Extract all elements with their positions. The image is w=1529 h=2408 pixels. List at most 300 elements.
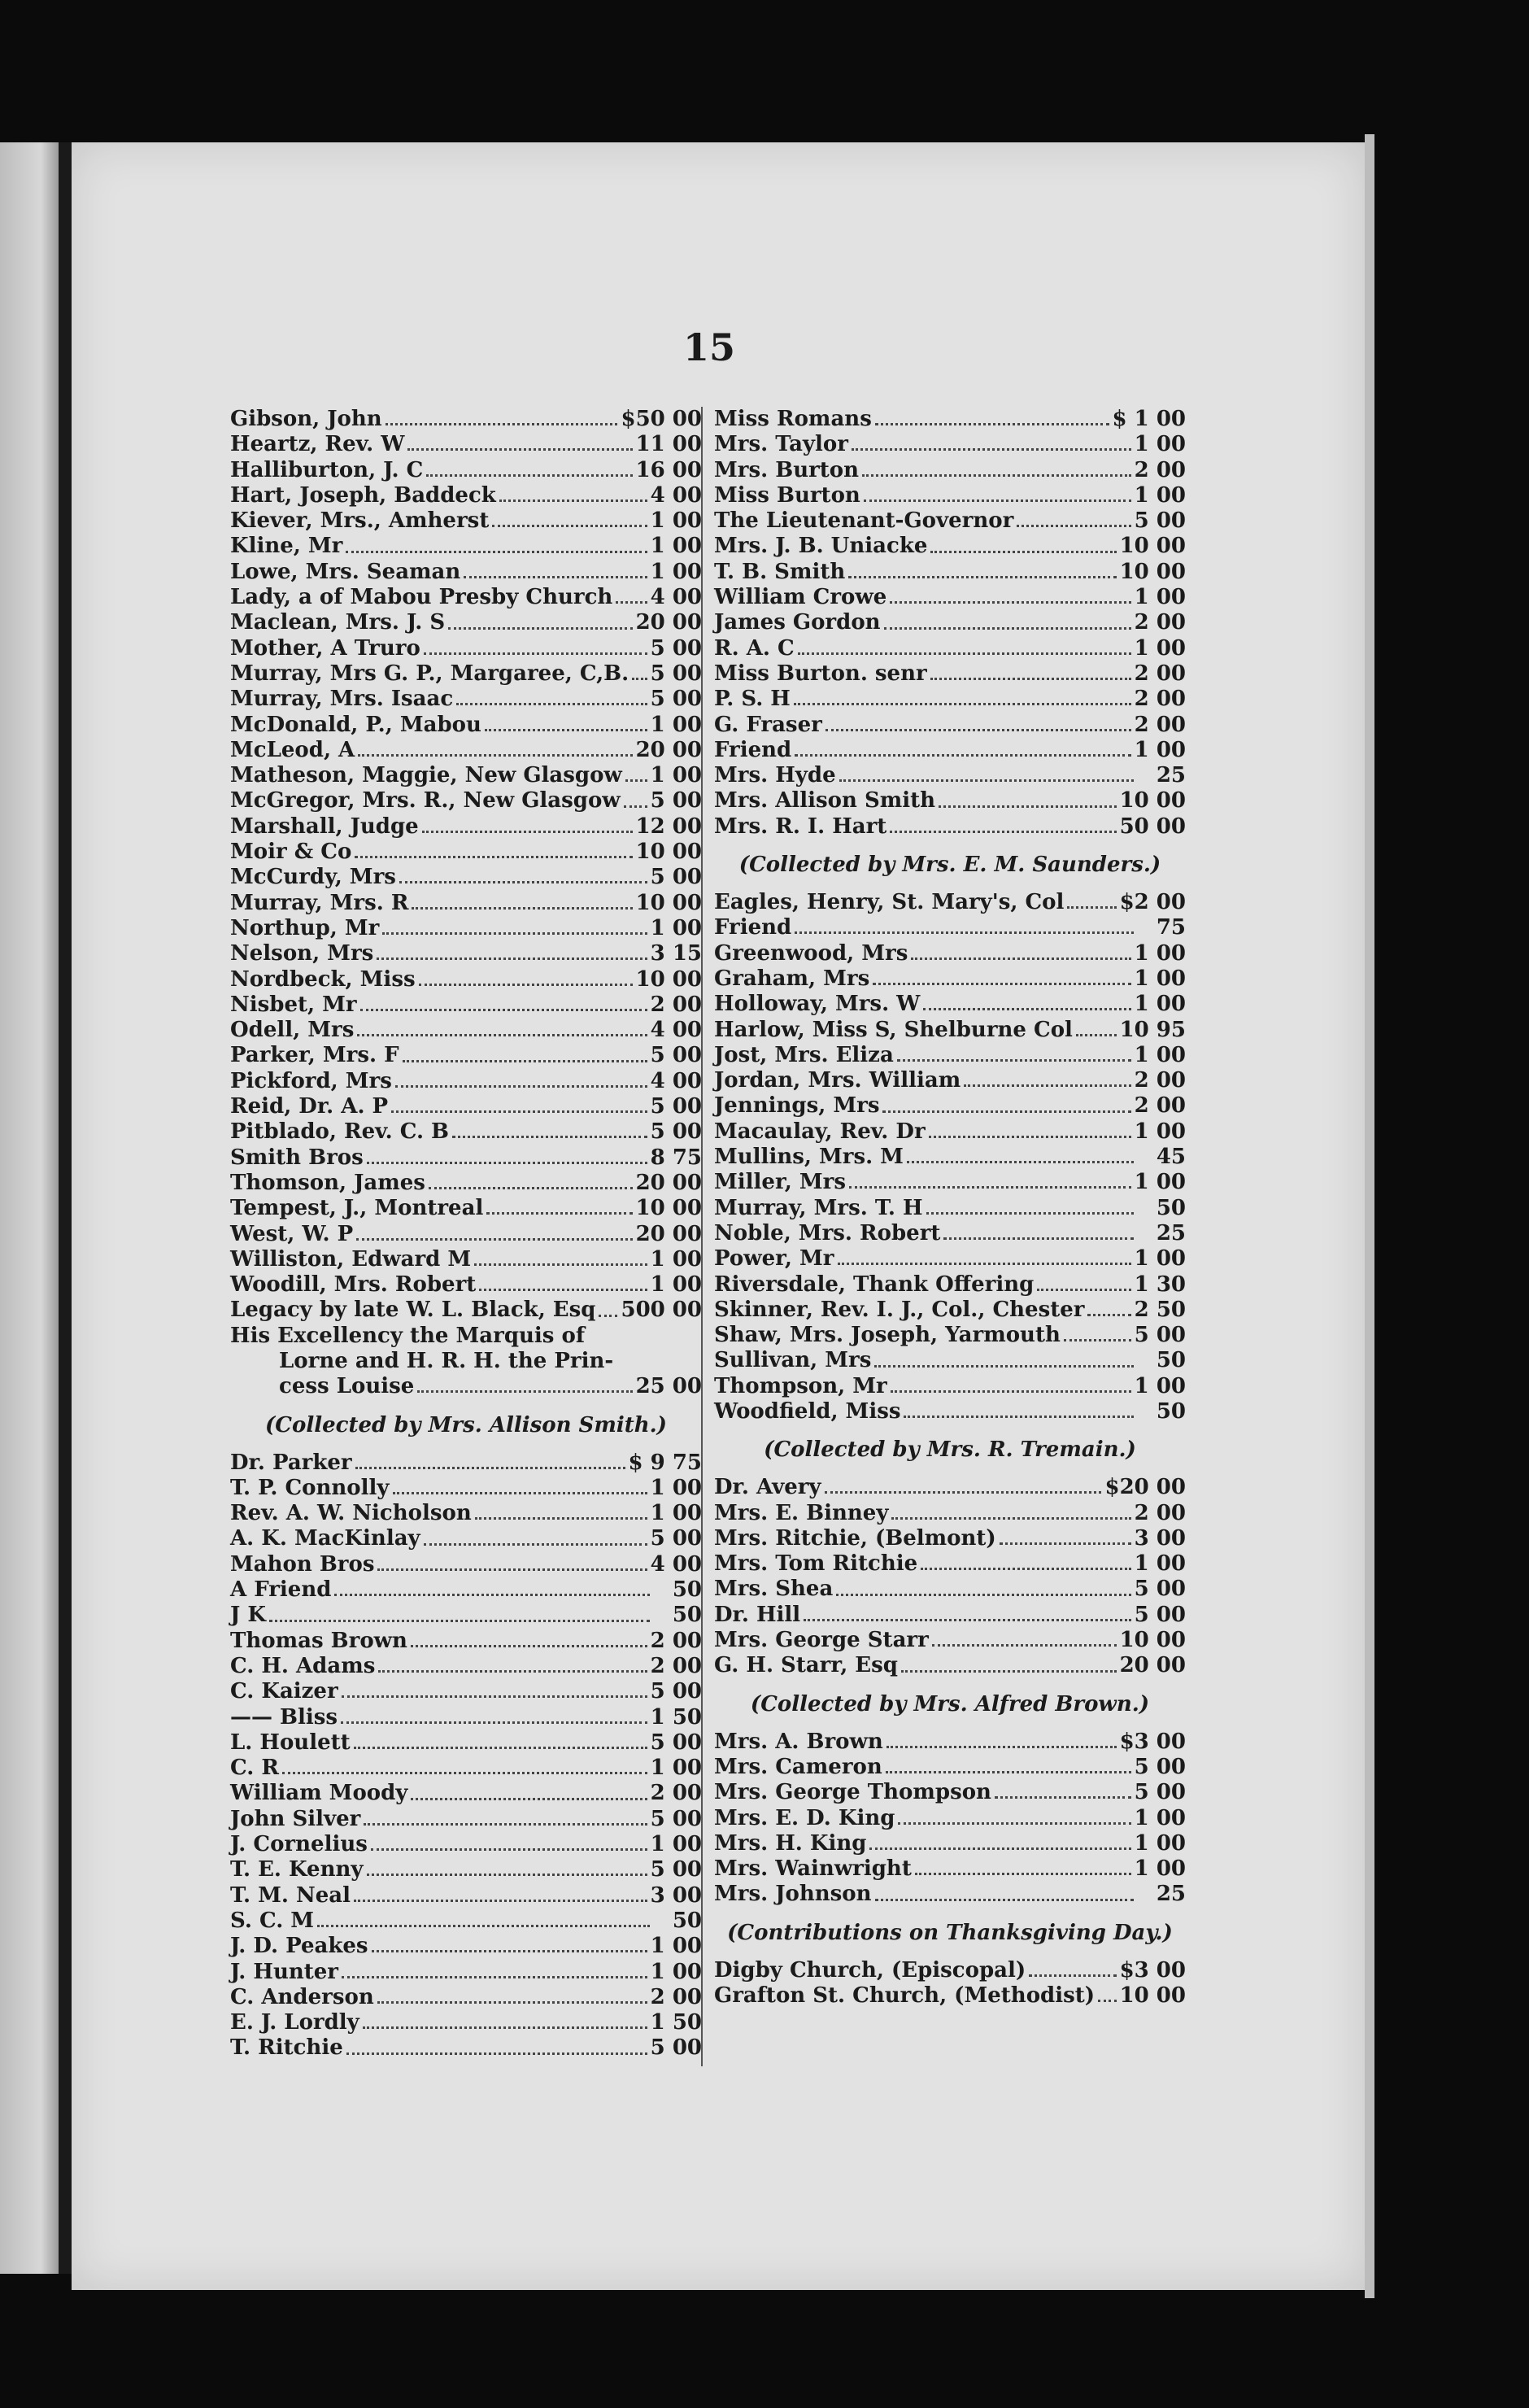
list-item	[230, 788, 702, 814]
entry-name: R. A. C	[714, 635, 795, 661]
leader-dots	[1000, 1542, 1131, 1545]
leader-dots	[346, 2052, 647, 2055]
list-item	[230, 1018, 702, 1043]
list-item	[230, 1298, 702, 1323]
leader-dots	[479, 1289, 647, 1291]
entry-name: Mrs. George Starr	[714, 1628, 929, 1653]
entry-name: Kline, Mr	[230, 534, 343, 559]
list-item	[230, 687, 702, 712]
leader-dots	[377, 958, 647, 960]
list-item	[230, 1654, 702, 1679]
allison-entries	[230, 1450, 702, 2061]
leader-dots	[378, 1670, 647, 1673]
entry-amount: 1 00	[1134, 940, 1186, 966]
list-item	[230, 1985, 702, 2010]
entry-name: J. Cornelius	[230, 1832, 368, 1857]
entry-name: Heartz, Rev. W	[230, 432, 405, 457]
entry-name: Friend	[714, 737, 792, 762]
entry-amount: 10 00	[635, 1196, 702, 1221]
leader-dots	[372, 1950, 647, 1952]
list-item	[230, 1756, 702, 1781]
list-item	[230, 738, 702, 763]
entry-name: Miller, Mrs	[714, 1170, 846, 1195]
entry-name: Legacy by late W. L. Black, Esq	[230, 1298, 596, 1323]
entry-name: L. Houlett	[230, 1730, 351, 1755]
list-item	[230, 483, 702, 508]
entry-name: A Friend	[230, 1577, 332, 1603]
entry-amount: 1 00	[1134, 1830, 1186, 1856]
entry-amount: 5 00	[650, 1679, 702, 1704]
entry-amount: 25	[1156, 1220, 1186, 1245]
entry-amount: 2 50	[1134, 1297, 1186, 1322]
leader-dots	[407, 448, 632, 451]
entry-amount: 1 00	[650, 1756, 702, 1781]
leader-dots	[346, 551, 647, 553]
list-item	[230, 891, 702, 916]
list-item	[230, 1679, 702, 1704]
leader-dots	[930, 678, 1131, 680]
leader-dots	[364, 1823, 647, 1826]
entry-amount: 3 00	[650, 1882, 702, 1908]
leader-dots	[852, 448, 1131, 451]
entry-name: Lowe, Mrs. Seaman	[230, 559, 461, 584]
list-item	[714, 738, 1186, 763]
entry-amount: 5 00	[650, 1857, 702, 1882]
entry-amount: 20 00	[635, 1170, 702, 1195]
entry-amount: 1 00	[650, 1934, 702, 1959]
entry-name: Power, Mr	[714, 1246, 834, 1272]
leader-dots	[492, 525, 647, 527]
entry-name: T. E. Kenny	[230, 1857, 364, 1882]
entry-amount: 5 00	[650, 2035, 702, 2061]
list-item	[230, 560, 702, 585]
list-item	[714, 1628, 1186, 1653]
list-item	[714, 687, 1186, 712]
leader-dots	[625, 779, 647, 782]
leader-dots	[1098, 2000, 1117, 2002]
list-item	[714, 713, 1186, 738]
leader-dots	[377, 1568, 647, 1571]
leader-dots	[411, 1798, 647, 1800]
list-item	[714, 661, 1186, 687]
leader-dots	[367, 1162, 647, 1164]
leader-dots	[355, 1467, 625, 1469]
list-item	[230, 1603, 702, 1628]
entry-name: Jordan, Mrs. William	[714, 1068, 961, 1093]
list-item	[714, 1983, 1186, 2009]
entry-name: Dr. Avery	[714, 1475, 821, 1500]
leader-dots	[282, 1772, 647, 1774]
list-item	[230, 1705, 702, 1730]
entry-amount: 1 00	[1134, 1805, 1186, 1830]
entry-amount: 5 00	[650, 1730, 702, 1755]
leader-dots	[825, 729, 1131, 731]
leader-dots	[891, 1517, 1130, 1520]
list-item	[230, 661, 702, 687]
list-item	[714, 432, 1186, 457]
list-item	[714, 1755, 1186, 1780]
entry-amount: 2 00	[650, 1781, 702, 1806]
leader-dots	[371, 1848, 647, 1851]
list-item	[230, 1476, 702, 1501]
leader-dots	[1064, 1339, 1131, 1341]
entry-name: Mrs. H. King	[714, 1830, 867, 1856]
list-item	[230, 967, 702, 992]
entry-name: Mrs. A. Brown	[714, 1729, 883, 1754]
leader-dots	[926, 1212, 1134, 1215]
entry-amount: 50	[672, 1603, 702, 1628]
list-item	[714, 1246, 1186, 1272]
entry-amount: $3 00	[1119, 1729, 1186, 1754]
leader-dots	[848, 576, 1116, 578]
list-item	[230, 1857, 702, 1882]
list-item	[230, 916, 702, 941]
entry-amount: 10 00	[1119, 788, 1186, 814]
entry-name: McGregor, Mrs. R., New Glasgow	[230, 788, 621, 814]
leader-dots	[393, 1492, 647, 1494]
entry-amount: 1 00	[650, 1272, 702, 1298]
leader-dots	[930, 551, 1116, 553]
entry-name: T. Ritchie	[230, 2035, 343, 2061]
entry-amount: 1 00	[650, 712, 702, 737]
leader-dots	[422, 831, 633, 833]
entry-amount: 5 00	[650, 1094, 702, 1119]
leader-dots	[869, 1847, 1130, 1850]
entry-name: J. D. Peakes	[230, 1934, 368, 1959]
entry-amount: 2 00	[650, 992, 702, 1017]
entry-amount: 10 00	[1119, 534, 1186, 559]
section-heading-brown: (Collected by Mrs. Alfred Brown.)	[750, 1691, 1150, 1717]
section-heading-tremain: (Collected by Mrs. R. Tremain.)	[764, 1437, 1136, 1463]
leader-dots	[939, 805, 1117, 808]
entry-amount: 1 00	[650, 559, 702, 584]
list-item	[230, 1450, 702, 1476]
entry-amount: 1 00	[650, 1246, 702, 1272]
entry-amount: 16 00	[635, 457, 702, 482]
list-item	[714, 1603, 1186, 1628]
list-item	[230, 2010, 702, 2035]
list-item	[230, 713, 702, 738]
entry-amount: 8 75	[650, 1145, 702, 1170]
leader-dots	[424, 652, 647, 655]
list-item	[230, 941, 702, 966]
leader-dots	[499, 499, 647, 502]
entry-name: Pitblado, Rev. C. B	[230, 1119, 450, 1145]
list-item	[714, 1272, 1186, 1298]
entry-name: Nisbet, Mr	[230, 992, 357, 1017]
list-item	[714, 1018, 1186, 1043]
excellency-entry	[230, 1324, 702, 1400]
list-item	[714, 941, 1186, 966]
list-item	[714, 1298, 1186, 1323]
entry-name: Moir & Co	[230, 840, 352, 865]
excellency-line3-row	[230, 1374, 702, 1399]
entry-amount: 5 00	[650, 635, 702, 661]
entry-name: Holloway, Mrs. W	[714, 992, 921, 1017]
entry-amount: 1 00	[1134, 1856, 1186, 1882]
leader-dots	[334, 1594, 650, 1596]
entry-name: Rev. A. W. Nicholson	[230, 1501, 472, 1526]
entry-amount: $ 9 75	[628, 1450, 702, 1475]
leader-dots	[932, 1644, 1117, 1647]
list-item	[714, 1145, 1186, 1170]
leader-dots	[929, 1136, 1131, 1138]
entry-name: Sullivan, Mrs	[714, 1348, 872, 1373]
list-item	[230, 432, 702, 457]
leader-dots	[795, 754, 1130, 757]
entry-name: Thompson, Mr	[714, 1373, 887, 1398]
entry-amount: 5 00	[650, 1043, 702, 1068]
entry-name: Dr. Parker	[230, 1450, 352, 1475]
entry-name: Mullins, Mrs. M	[714, 1145, 904, 1170]
tremain-entries	[714, 1475, 1186, 1678]
list-item	[230, 407, 702, 432]
entry-amount: 50	[1156, 1195, 1186, 1220]
list-item	[714, 1882, 1186, 1907]
entry-amount: 5 00	[1134, 1577, 1186, 1602]
brown-entries	[714, 1730, 1186, 1908]
leader-dots	[417, 1390, 632, 1393]
leader-dots	[825, 1491, 1102, 1494]
leader-dots	[804, 1619, 1131, 1621]
leader-dots	[849, 1186, 1131, 1189]
entry-name: Nelson, Mrs	[230, 941, 374, 966]
entry-name: William Moody	[230, 1781, 408, 1806]
entry-amount: 75	[1156, 915, 1186, 940]
list-item	[230, 2035, 702, 2061]
leader-dots	[904, 1416, 1134, 1418]
list-item	[714, 1958, 1186, 1983]
entry-amount: 20 00	[635, 1221, 702, 1246]
leader-dots	[354, 1747, 647, 1749]
list-item	[230, 992, 702, 1018]
leader-dots	[419, 984, 633, 986]
entry-name: Grafton St. Church, (Methodist)	[714, 1983, 1096, 2009]
entry-name: Macaulay, Rev. Dr	[714, 1119, 926, 1144]
entry-name: McCurdy, Mrs	[230, 865, 396, 890]
entry-name: Graham, Mrs	[714, 966, 870, 991]
entry-name: Shaw, Mrs. Joseph, Yarmouth	[714, 1323, 1061, 1348]
left-entries	[230, 407, 702, 1324]
entry-name: The Lieutenant-Governor	[714, 508, 1014, 534]
entry-amount: 45	[1156, 1145, 1186, 1170]
entry-name: Thomas Brown	[230, 1628, 407, 1653]
leader-dots	[616, 601, 647, 604]
entry-amount: 50	[672, 1908, 702, 1933]
entry-name: Woodfield, Miss	[714, 1398, 901, 1424]
leader-dots	[358, 754, 632, 757]
leader-dots	[426, 474, 632, 477]
list-item	[714, 1475, 1186, 1500]
list-item	[714, 1399, 1186, 1424]
entry-amount: 50 00	[1119, 814, 1186, 839]
entry-amount: 1 00	[1134, 1246, 1186, 1272]
entry-name: Tempest, J., Montreal	[230, 1196, 484, 1221]
leader-dots	[1029, 1974, 1116, 1977]
list-item	[230, 1577, 702, 1603]
leader-dots	[836, 1594, 1130, 1596]
leader-dots	[873, 983, 1130, 985]
leader-dots	[891, 1390, 1131, 1393]
page-edge	[1365, 134, 1374, 2298]
list-item	[714, 1374, 1186, 1399]
entry-amount: 1 30	[1134, 1272, 1186, 1297]
entry-amount: 4 00	[650, 1018, 702, 1043]
entry-name: G. H. Starr, Esq	[714, 1653, 898, 1678]
entry-name: William Crowe	[714, 585, 887, 610]
entry-name: Northup, Mr	[230, 915, 380, 940]
entry-name: Dr. Hill	[714, 1602, 801, 1627]
entry-name: T. M. Neal	[230, 1882, 351, 1908]
entry-amount: 1 00	[650, 915, 702, 940]
entry-name: Mrs. Taylor	[714, 432, 848, 457]
leader-dots	[794, 703, 1131, 705]
list-item	[230, 1247, 702, 1272]
entry-name: Mrs. E. D. King	[714, 1805, 895, 1830]
leader-dots	[356, 1238, 632, 1241]
leader-dots	[898, 1822, 1130, 1825]
list-item	[230, 1629, 702, 1654]
entry-name: Friend	[714, 915, 792, 940]
leader-dots	[875, 1899, 1134, 1901]
leader-dots	[382, 932, 647, 935]
list-item	[230, 1043, 702, 1068]
list-item	[230, 1069, 702, 1094]
entry-name: Matheson, Maggie, New Glasgow	[230, 763, 622, 788]
entry-amount: 1 00	[1134, 635, 1186, 661]
list-item	[714, 1730, 1186, 1755]
entry-name: Eagles, Henry, St. Mary's, Col	[714, 890, 1065, 915]
right-column	[714, 407, 1186, 2009]
entry-amount: 4 00	[650, 585, 702, 610]
leader-dots	[1037, 1289, 1130, 1291]
entry-name: Miss Burton. senr	[714, 661, 927, 686]
leader-dots	[1076, 1034, 1117, 1036]
entry-amount: 50	[1156, 1348, 1186, 1373]
entry-amount: 2 00	[650, 1653, 702, 1678]
list-item	[230, 1781, 702, 1806]
list-item	[230, 1832, 702, 1857]
thanksgiving-entries	[714, 1958, 1186, 2009]
excellency-line1: His Excellency the Marquis of	[230, 1323, 586, 1348]
entry-amount: 5 00	[1134, 1754, 1186, 1779]
list-item	[230, 1934, 702, 1959]
list-item	[230, 1526, 702, 1551]
entry-amount: 2 00	[650, 1628, 702, 1653]
list-item	[714, 1093, 1186, 1119]
entry-name: Mrs. George Thompson	[714, 1780, 991, 1805]
entry-name: Thomson, James	[230, 1170, 425, 1195]
entry-name: Mrs. J. B. Uniacke	[714, 534, 928, 559]
entry-amount: 11 00	[635, 432, 702, 457]
entry-amount: 10 95	[1119, 1017, 1186, 1042]
leader-dots	[377, 2001, 647, 2004]
list-item	[230, 1730, 702, 1756]
entry-amount: 1 00	[1134, 966, 1186, 991]
entry-amount: 50	[672, 1577, 702, 1603]
list-item	[714, 1551, 1186, 1577]
entry-name: Mother, A Truro	[230, 635, 420, 661]
entry-amount: 2 00	[1134, 1068, 1186, 1093]
entry-amount: 1 00	[1134, 992, 1186, 1017]
leader-dots	[485, 729, 647, 731]
leader-dots	[943, 1237, 1134, 1240]
entry-name: G. Fraser	[714, 712, 822, 737]
entry-amount: 5 00	[650, 865, 702, 890]
leader-dots	[464, 576, 647, 578]
entry-amount: 10 00	[635, 840, 702, 865]
entry-name: Gibson, John	[230, 407, 382, 431]
list-item	[714, 814, 1186, 840]
list-item	[714, 1170, 1186, 1195]
entry-amount: 1 00	[1134, 737, 1186, 762]
leader-dots	[1017, 525, 1130, 527]
entry-amount: 20 00	[635, 610, 702, 635]
entry-name: Mrs. Wainwright	[714, 1856, 912, 1882]
leader-dots	[342, 1695, 647, 1698]
leader-dots	[875, 423, 1109, 425]
entry-name: Hart, Joseph, Baddeck	[230, 482, 496, 508]
entry-amount: 4 00	[650, 1068, 702, 1093]
list-item	[230, 636, 702, 661]
list-item	[230, 840, 702, 865]
leader-dots	[412, 907, 632, 910]
entry-amount: 4 00	[650, 1551, 702, 1577]
entry-name: Miss Romans	[714, 407, 872, 431]
entry-name: Williston, Edward M	[230, 1246, 472, 1272]
list-item	[230, 458, 702, 483]
entry-name: C. H. Adams	[230, 1653, 376, 1678]
entry-name: Miss Burton	[714, 482, 860, 508]
entry-amount: 1 00	[1134, 482, 1186, 508]
entry-amount: 2 00	[1134, 1500, 1186, 1525]
list-item	[714, 1043, 1186, 1068]
entry-name: Riversdale, Thank Offering	[714, 1272, 1035, 1297]
leader-dots	[884, 627, 1131, 630]
entry-amount: 1 50	[650, 1704, 702, 1730]
entry-amount: 3 15	[650, 941, 702, 966]
entry-amount: 10 00	[1119, 559, 1186, 584]
leader-dots	[624, 805, 647, 808]
entry-amount: 5 00	[1134, 1323, 1186, 1348]
entry-name: Kiever, Mrs., Amherst	[230, 508, 490, 534]
entry-amount: 1 00	[650, 534, 702, 559]
entry-name: McDonald, P., Mabou	[230, 712, 481, 737]
entry-name: Mrs. Allison Smith	[714, 788, 936, 814]
leader-dots	[342, 1976, 647, 1978]
leader-dots	[864, 499, 1131, 502]
entry-amount: 2 00	[1134, 687, 1186, 712]
entry-name: Murray, Mrs. R	[230, 890, 409, 915]
entry-name: A. K. MacKinlay	[230, 1526, 420, 1551]
entry-amount: 2 00	[1134, 1093, 1186, 1119]
list-item	[714, 1323, 1186, 1348]
entry-name: Mrs. Ritchie, (Belmont)	[714, 1525, 996, 1551]
list-item	[714, 1119, 1186, 1145]
list-item	[714, 1526, 1186, 1551]
entry-name: Mrs. Burton	[714, 457, 860, 482]
entry-amount: 3 00	[1134, 1525, 1186, 1551]
saunders-entries	[714, 890, 1186, 1424]
list-item	[714, 508, 1186, 534]
leader-dots	[269, 1620, 650, 1622]
entry-name: Lady, a of Mabou Presby Church	[230, 585, 613, 610]
entry-amount: $50 00	[621, 407, 702, 431]
entry-amount: 1 00	[1134, 1170, 1186, 1195]
entry-amount: 1 00	[1134, 1119, 1186, 1144]
leader-dots	[475, 1517, 647, 1520]
entry-amount: 12 00	[635, 814, 702, 839]
